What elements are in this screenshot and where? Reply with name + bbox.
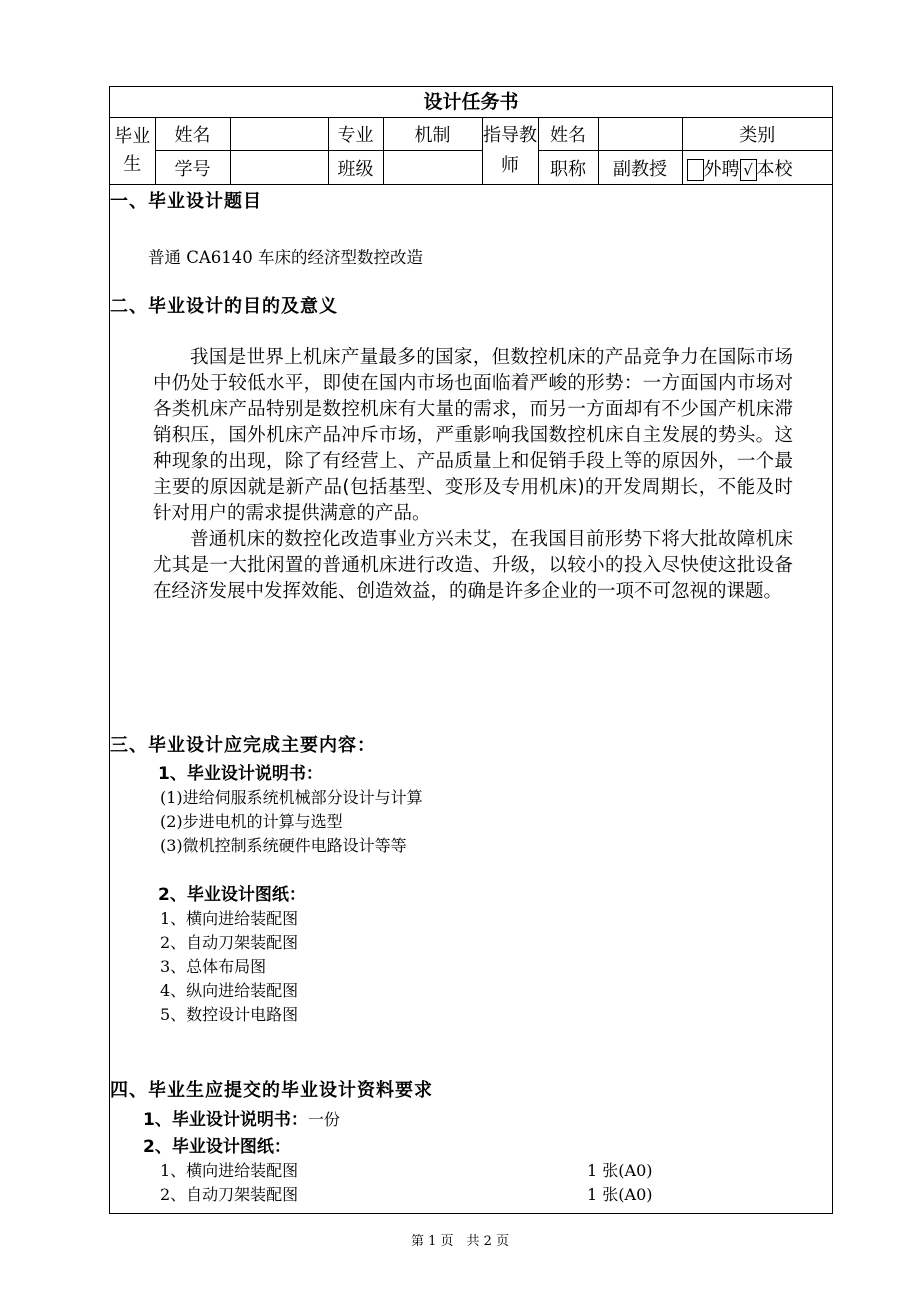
form-title: 设计任务书 — [110, 87, 832, 118]
student-label: 毕业生 — [110, 117, 155, 185]
drawing-item: 2、自动刀架装配图 — [160, 1185, 299, 1204]
section3-sub2: 2、毕业设计图纸： — [158, 885, 306, 905]
section4-heading: 四、毕业生应提交的毕业设计资料要求 — [110, 1080, 433, 1101]
major-value: 机制 — [383, 117, 482, 151]
external-checkbox[interactable] — [687, 159, 704, 181]
list-item: (3)微机控制系统硬件电路设计等等 — [160, 836, 407, 855]
drawing-item: 1、横向进给装配图 — [160, 1161, 299, 1180]
section3-sub1: 1、毕业设计说明书： — [158, 764, 323, 784]
section2-heading: 二、毕业设计的目的及意义 — [110, 296, 338, 317]
section4-sub1-value: 一份 — [307, 1110, 340, 1129]
section4-sub1 — [143, 1105, 340, 1130]
category-label: 类别 — [682, 117, 832, 151]
list-item: 4、纵向进给装配图 — [160, 981, 299, 1000]
name-label: 姓名 — [155, 117, 230, 151]
drawing-qty: 1 张(A0) — [587, 1185, 653, 1204]
class-label: 班级 — [328, 151, 383, 185]
info-table — [110, 117, 832, 185]
list-item: 5、数控设计电路图 — [160, 1005, 299, 1024]
name-value — [230, 117, 328, 151]
list-item: 1、横向进给装配图 — [160, 909, 299, 928]
title-value: 副教授 — [598, 151, 682, 185]
purpose-paragraph: 普通机床的数控化改造事业方兴未艾，在我国目前形势下将大批故障机床尤其是一大批闲置的普通机床进行改造、升级，以较小的投入尽快使这批设备在经济发展中发挥效能、创造效益，的确是许多企业的一项不可忽视的课题。 — [153, 529, 793, 602]
advisor-name-label: 姓名 — [538, 117, 598, 151]
section3-heading: 三、毕业设计应完成主要内容： — [110, 735, 376, 756]
list-item: 3、总体布局图 — [160, 957, 267, 976]
external-label: 外聘 — [703, 158, 740, 180]
section4-sub2: 2、毕业设计图纸： — [143, 1137, 291, 1157]
advisor-name-value — [598, 117, 682, 151]
design-topic: 普通 CA6140 车床的经济型数控改造 — [148, 248, 424, 267]
list-item: (1)进给伺服系统机械部分设计与计算 — [160, 788, 423, 807]
section1-heading: 一、毕业设计题目 — [110, 191, 262, 212]
title-label: 职称 — [538, 151, 598, 185]
list-item: 2、自动刀架装配图 — [160, 933, 299, 952]
page-footer: 第 1 页 共 2 页 — [410, 1234, 510, 1249]
list-item: (2)步进电机的计算与选型 — [160, 812, 343, 831]
internal-label: 本校 — [756, 158, 793, 180]
section4-sub1-label: 1、毕业设计说明书： — [143, 1110, 308, 1130]
advisor-label: 指导教师 — [482, 117, 538, 185]
purpose-paragraph: 我国是世界上机床产量最多的国家，但数控机床的产品竞争力在国际市场中仍处于较低水平，即使在国内市场也面临着严峻的形势：一方面国内市场对各类机床产品特别是数控机床有大量的需求，而另一方面却有不少国产机床滞销积压，国外机床产品冲斥市场，严重影响我国数控机床自主发展的势头。这种现象的出现，除了有经营上、产品质量上和促销手段上等的原因外，一个最主要的原因就是新产品(包括基型、变形及专用机床)的开发周期长，不能及时针对用户的需求提供满意的产品。 — [153, 347, 793, 524]
major-label: 专业 — [328, 117, 383, 151]
category-options — [682, 151, 832, 185]
class-value — [383, 151, 482, 185]
id-value — [230, 151, 328, 185]
task-form — [109, 86, 833, 1214]
id-label: 学号 — [155, 151, 230, 185]
drawing-qty: 1 张(A0) — [587, 1161, 653, 1180]
purpose-text — [153, 345, 793, 605]
internal-checkbox[interactable]: √ — [740, 159, 757, 181]
